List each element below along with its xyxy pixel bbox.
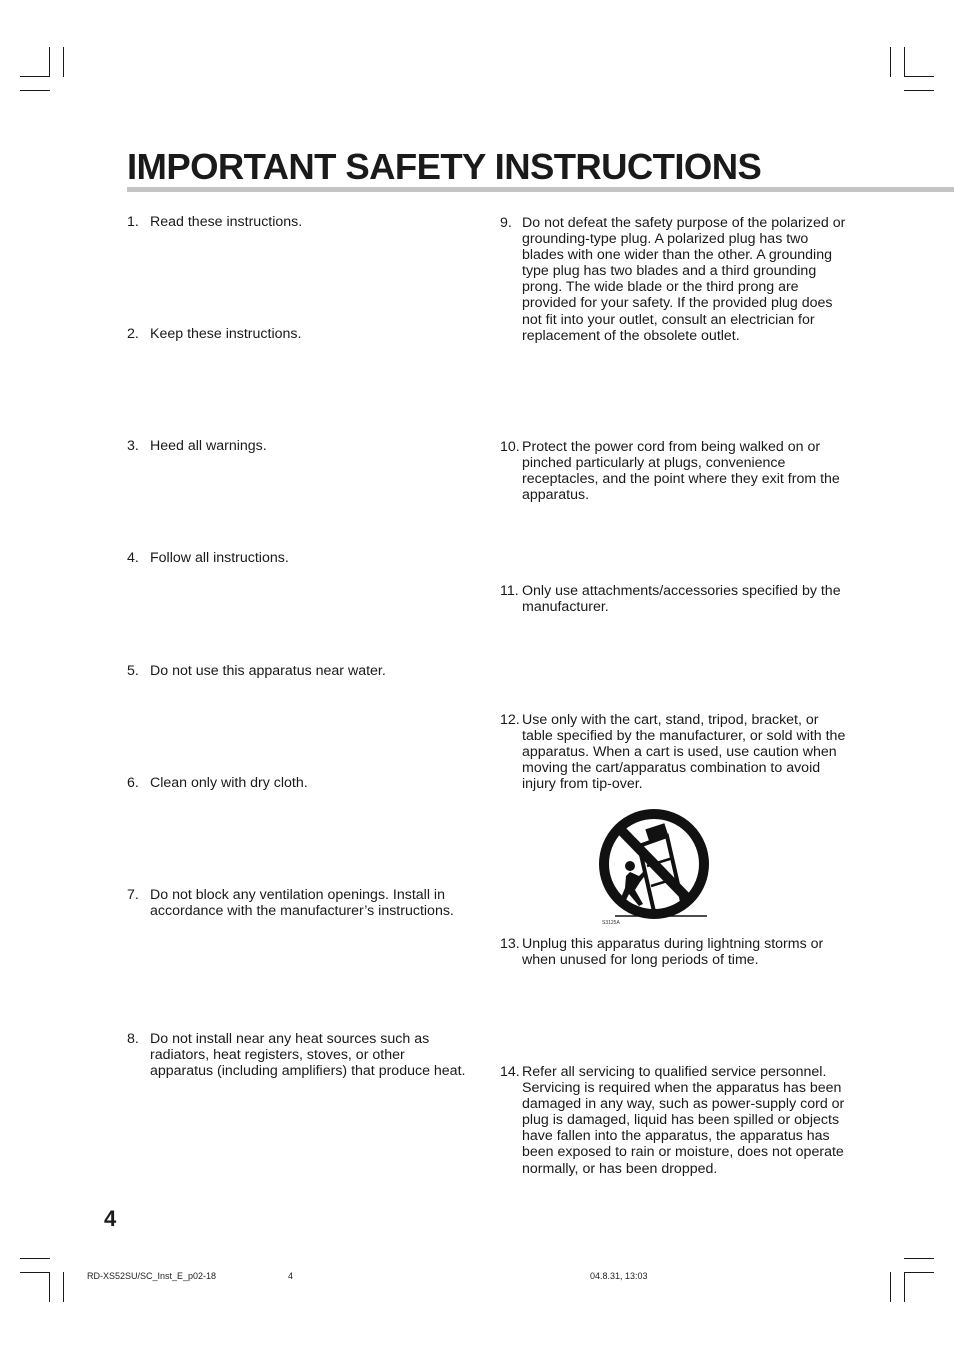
item-text: Unplug this apparatus during lightning storms or when unused for long periods of time. <box>522 936 824 969</box>
item-text: Refer all servicing to qualified service personnel. Servicing is required when the apparatus has been damaged in any way, such as power-supply cord or plug is damaged, liquid has been spilled or objects have fallen into the apparatus, the apparatus has been exposed to rain or moisture, does not operate normally, or has been dropped. <box>522 1064 845 1177</box>
crop-mark-top-right-h2 <box>904 90 934 91</box>
item-number: 8. <box>127 1031 139 1047</box>
item-text: Keep these instructions. <box>150 326 302 342</box>
item-number: 3. <box>127 438 139 454</box>
item-number: 7. <box>127 887 139 903</box>
item-text: Only use attachments/accessories specified by the manufacturer. <box>522 583 841 616</box>
instruction-item-10 <box>500 439 847 503</box>
item-number: 5. <box>127 663 139 679</box>
crop-mark-bottom-right-h2 <box>904 1272 934 1273</box>
item-number: 14. <box>500 1064 520 1080</box>
item-number: 4. <box>127 550 139 566</box>
instruction-item-2 <box>127 326 467 342</box>
crop-mark-top-right-h <box>904 76 934 77</box>
item-text: Heed all warnings. <box>150 438 267 454</box>
crop-mark-top-left-h <box>20 76 50 77</box>
item-number: 12. <box>500 712 520 728</box>
item-number: 13. <box>500 936 520 952</box>
cart-tip-over-warning-icon <box>597 806 709 928</box>
instruction-item-1 <box>127 214 467 230</box>
page-number: 4 <box>104 1206 117 1231</box>
crop-mark-bottom-left-h2 <box>20 1272 50 1273</box>
instruction-item-5 <box>127 663 467 679</box>
item-number: 6. <box>127 775 139 791</box>
item-number: 9. <box>500 215 512 231</box>
item-number: 11. <box>500 583 519 599</box>
item-text: Use only with the cart, stand, tripod, bracket, or table specified by the manufacturer, or sold with the apparatus. When a cart is used, use caution when moving the cart/apparatus combination to avoid injury from tip-over. <box>522 712 846 793</box>
item-number: 10. <box>500 439 520 455</box>
instruction-item-11 <box>500 583 847 615</box>
crop-mark-top-left-v <box>49 47 50 77</box>
footer-file-name: RD-XS52SU/SC_Inst_E_p02-18 <box>87 1271 217 1281</box>
instruction-item-12 <box>500 712 847 792</box>
crop-mark-bottom-right-h <box>904 1258 934 1259</box>
item-text: Protect the power cord from being walked on or pinched particularly at plugs, convenience receptacles, and the point where they exit from the apparatus. <box>522 439 840 504</box>
footer-timestamp: 04.8.31, 13:03 <box>590 1271 648 1281</box>
crop-mark-bottom-right-v <box>890 1272 891 1302</box>
item-text: Read these instructions. <box>150 214 303 230</box>
instruction-item-13 <box>500 936 847 968</box>
crop-mark-top-left-h2 <box>20 90 50 91</box>
crop-mark-bottom-left-v2 <box>63 1272 64 1302</box>
crop-mark-bottom-left-h <box>20 1258 50 1259</box>
item-text: Do not install near any heat sources such as radiators, heat registers, stoves, or other apparatus (including amplifiers) that produce heat. <box>150 1031 466 1080</box>
instruction-item-7 <box>127 887 467 919</box>
instruction-item-8 <box>127 1031 467 1079</box>
instruction-item-9 <box>500 215 847 344</box>
item-text: Follow all instructions. <box>150 550 289 566</box>
instruction-item-14 <box>500 1064 847 1177</box>
item-text: Do not defeat the safety purpose of the polarized or grounding-type plug. A polarized plug has two blades with one wider than the other. A grounding type plug has two blades and a third grounding prong. The wide blade or the third prong are provided for your safety. If the provided plug does not fit into your outlet, consult an electrician for replacement of the obsolete outlet. <box>522 215 846 344</box>
crop-mark-bottom-left-v <box>49 1272 50 1302</box>
instruction-item-3 <box>127 438 467 454</box>
item-text: Do not block any ventilation openings. Install in accordance with the manufacturer’s instructions. <box>150 887 454 920</box>
crop-mark-top-right-v2 <box>904 47 905 77</box>
instruction-item-4 <box>127 550 467 566</box>
title-underline <box>127 187 954 192</box>
instruction-item-6 <box>127 775 467 791</box>
item-text: Clean only with dry cloth. <box>150 775 308 791</box>
crop-mark-top-left-v2 <box>63 47 64 77</box>
crop-mark-bottom-right-v2 <box>904 1272 905 1302</box>
pictogram-code: S3125A <box>602 920 620 926</box>
page-title: IMPORTANT SAFETY INSTRUCTIONS <box>127 146 762 187</box>
item-number: 2. <box>127 326 139 342</box>
footer-page: 4 <box>288 1271 294 1281</box>
item-number: 1. <box>127 214 139 230</box>
item-text: Do not use this apparatus near water. <box>150 663 386 679</box>
crop-mark-top-right-v <box>890 47 891 77</box>
